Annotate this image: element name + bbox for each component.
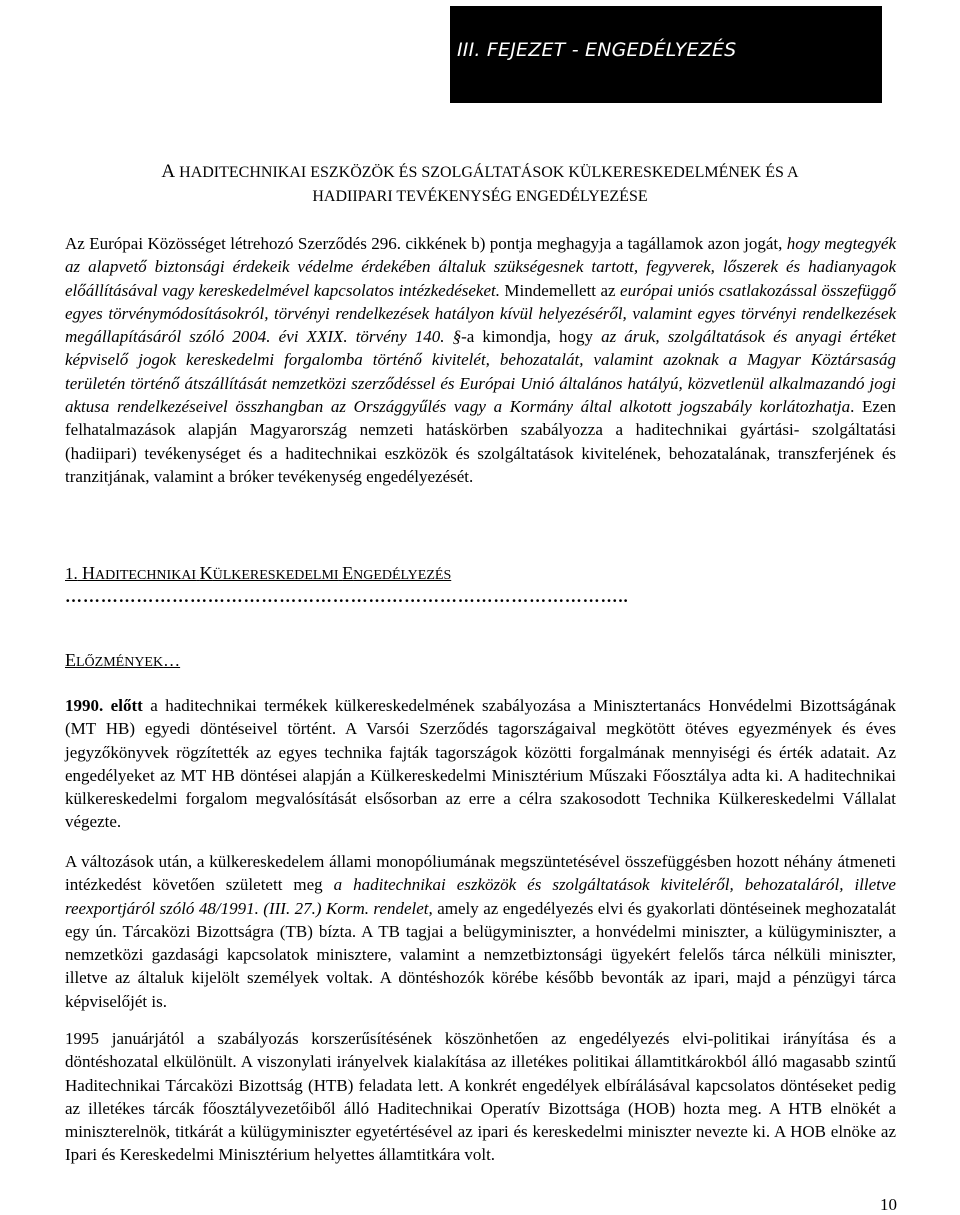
chapter-title: III. FEJEZET - ENGEDÉLYEZÉS [457, 39, 737, 61]
intro-paragraph: Az Európai Közösséget létrehozó Szerződés 296. cikkének b) pontja meghagyja a tagállamok azon jogát, hogy megtegyék az alapvető biztonsági érdekeik védelme érdekében általuk szükségesnek tartott, fegyverek, lőszerek és hadianyagok előállításával vagy kereskedelmével kapcsolatos intézkedéseket. Mindemellett az európai uniós csatlakozással összefüggő egyes törvénymódosításokról, törvényi rendelkezések hatályon kívül helyezéséről, valamint egyes törvényi rendelkezések megállapításáról szóló 2004. évi XXIX. törvény 140. §-a kimondja, hogy az áruk, szolgáltatások és anyagi értéket képviselő jogok kereskedelmi forgalomba történő kivitelét, behozatalát, valamint azoknak a Magyar Köztársaság területén történő átszállítását nemzetközi szerződéssel és Európai Unió általános hatályú, közvetlenül alkalmazandó jogi aktusa rendelkezéseivel összhangban az Országgyűlés vagy a Kormány által alkotott jogszabály korlátozhatja. Ezen felhatalmazások alapján Magyarország nemzeti hatáskörben szabályozza a haditechnikai gyártási- szolgáltatási (hadiipari) tevékenységet és a haditechnikai eszközök és szolgáltatások kivitelének, behozatalának, transzferjének és tranzitjának, valamint a bróker tevékenység engedélyezését. [65, 234, 897, 486]
paragraph-changes: A változások után, a külkereskedelem állami monopóliumának megszüntetésével összefüggésben hozott néhány átmeneti intézkedést követően született meg a haditechnikai eszközök és szolgáltatások kiviteléről, behozataláról, illetve reexportjáról szóló 48/1991. (III. 27.) Korm. rendelet, amely az engedélyezés elvi és gyakorlati döntéseinek meghozatalát egy ún. Tárcaközi Bizottságra (TB) bízta. A TB tagjai a belügyminiszter, a honvédelmi miniszter, a külügyminiszter, a nemzetközi gazdasági kapcsolatok minisztere, valamint a nemzetbiztonsági ügyekért felelős tárca nélküli miniszter, illetve az általuk kijelölt személyek voltak. A döntéshozók körébe később bevonták az ipari, majd a pénzügyi tárca képviselőjét is. [65, 852, 896, 1011]
main-title-initial: A [161, 161, 176, 182]
paragraph-1995: 1995 januárjától a szabályozás korszerűsítésének köszönhetően az engedélyezés elvi-politikai irányítása és a döntéshozatal elkülönült. A viszonylati irányelvek kialakítása az illetékes politikai államtitkárokból álló magasabb szintű Haditechnikai Tárcaközi Bizottság (HTB) feladata lett. A konkrét engedélyek elbírálásával kapcsolatos döntéseket pedig az illetékes tárcák főosztályvezetőiből álló Haditechnikai Operatív Bizottsága (HOB) hozta meg. A HTB elnökét a miniszterelnök, titkárát a külügyminiszter egyetértésével az ipari és kereskedelmi miniszter nevezte ki. A HOB elnöke az Ipari és Kereskedelmi Minisztérium helyettes államtitkára volt. [65, 1029, 896, 1165]
main-title-line-1-text: HADITECHNIKAI ESZKÖZÖK ÉS SZOLGÁLTATÁSOK KÜLKERESKEDELMÉNEK ÉS A [175, 164, 799, 181]
section-1-heading: 1. HADITECHNIKAI KÜLKERESKEDELMI ENGEDÉLYEZÉS [65, 563, 452, 583]
dotted-leader: ………………………………………………………………………………….. [65, 587, 629, 606]
main-title-line-1 [0, 161, 960, 183]
paragraph-1990: 1990. előtt a haditechnikai termékek külkereskedelmének szabályozása a Minisztertanács Honvédelmi Bizottságának (MT HB) egyedi döntéseivel történt. A Varsói Szerződés tagországaival megkötött ötéves egyezmények és éves jegyzőkönyvek rögzítették az egyes technika fajták tagországok közötti forgalmának mennyiségi és érték adatait. Az engedélyeket az MT HB döntései alapján a Külkereskedelmi Minisztérium Műszaki Főosztálya adta ki. A haditechnikai külkereskedelmi forgalom megvalósítását elsősorban az erre a célra szakosodott Technika Külkereskedelmi Vállalat végezte. [65, 696, 897, 832]
chapter-header-box [450, 6, 882, 103]
page-number: 10 [880, 1195, 897, 1214]
subsection-heading-elozmenyek: ELŐZMÉNYEK… [65, 650, 181, 670]
main-title-line-2: HADIIPARI TEVÉKENYSÉG ENGEDÉLYEZÉSE [312, 188, 648, 205]
